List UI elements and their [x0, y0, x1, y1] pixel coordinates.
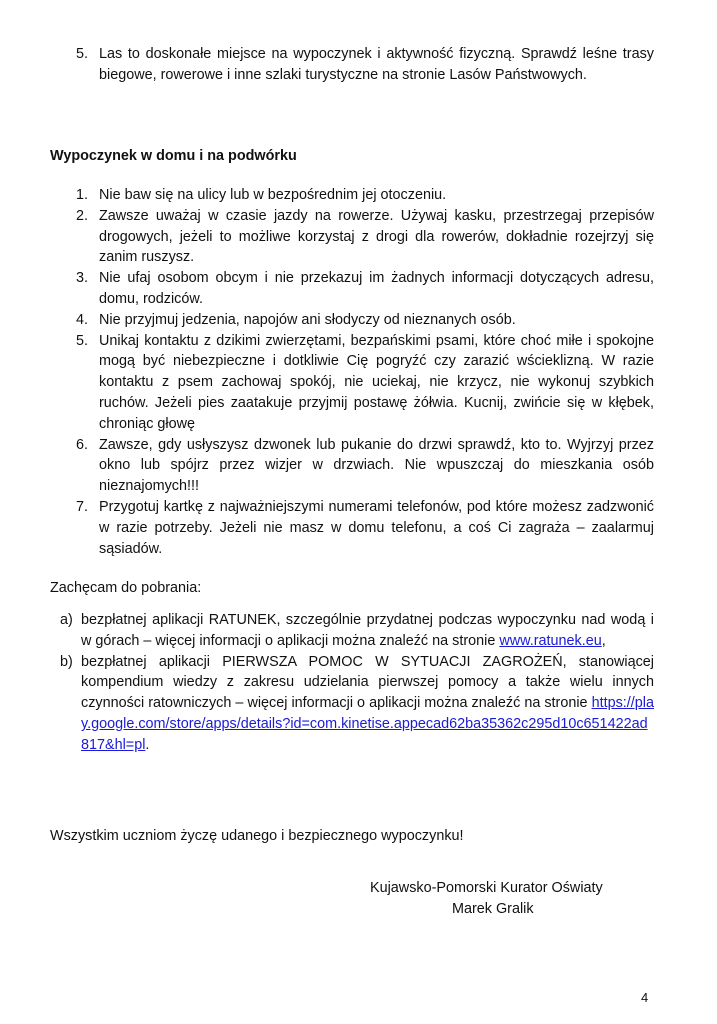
signature-name: Marek Gralik: [452, 900, 534, 917]
item-text: Las to doskonałe miejsce na wypoczynek i aktywność fizyczną. Sprawdź leśne trasy biegowe, rowerowe i inne szlaki turystyczne na stronie Lasów Państwowych.: [99, 46, 654, 83]
item-number: 5.: [76, 332, 89, 349]
item-suffix: .: [145, 736, 150, 753]
item-suffix: ,: [601, 632, 606, 649]
list-item: [76, 310, 654, 331]
closing-wish: Wszystkim uczniom życzę udanego i bezpiecznego wypoczynku!: [50, 828, 464, 844]
item-number: 4.: [76, 311, 89, 328]
forest-list: [76, 44, 654, 86]
item-text: Przygotuj kartkę z najważniejszymi numerami telefonów, pod które możesz zadzwonić w razie potrzeby. Jeżeli nie masz w domu telefonu, a coś Ci zagraża – zaalarmuj sąsiadów.: [99, 498, 654, 557]
item-text: Nie baw się na ulicy lub w bezpośrednim jej otoczeniu.: [99, 187, 447, 203]
item-text: Zawsze uważaj w czasie jazdy na rowerze. Używaj kasku, przestrzegaj przepisów drogowych, jeżeli to możliwe korzystaj z drogi dla rowerów, dokładnie rozejrzyj się zanim ruszysz.: [99, 207, 654, 266]
item-number: 7.: [76, 498, 89, 515]
list-item: [76, 185, 654, 206]
item-text: Nie ufaj osobom obcym i nie przekazuj im żadnych informacji dotyczących adresu, domu, rodziców.: [99, 270, 654, 307]
item-text: bezpłatnej aplikacji RATUNEK, szczególnie przydatnej podczas wypoczynku nad wodą i w górach – więcej informacji o aplikacji można znaleźć na stronie: [81, 612, 654, 649]
ratunek-link[interactable]: www.ratunek.eu: [499, 632, 602, 649]
item-text: Unikaj kontaktu z dzikimi zwierzętami, bezpańskimi psami, które choć miłe i spokojne mogą być niebezpieczne i dotkliwie Cię pogryźć czy zarazić wścieklizną. W razie kontaktu z psem zachowaj spokój, nie uciekaj, nie krzycz, nie wykonuj szybkich ruchów. Jeżeli pies zaatakuje przyjmij postawę żółwia. Kucnij, zwińcie się w kłębek, chroniąc głowę: [99, 332, 654, 432]
item-letter: b): [60, 653, 73, 670]
list-item: [76, 331, 654, 435]
item-letter: a): [60, 612, 73, 628]
item-number: 1.: [76, 187, 89, 203]
signature-title: Kujawsko-Pomorski Kurator Oświaty: [370, 880, 603, 896]
page-number: 4: [641, 990, 649, 1005]
section-heading: Wypoczynek w domu i na podwórku: [50, 148, 297, 164]
list-item: [76, 435, 654, 497]
list-item: [76, 497, 654, 559]
download-intro: Zachęcam do pobrania:: [50, 580, 202, 596]
item-text: bezpłatnej aplikacji PIERWSZA POMOC W SYTUACJI ZAGROŻEŃ, stanowiącej kompendium wiedzy z zakresu udzielania pierwszej pomocy a także wielu innych czynności ratowniczych – więcej informacji o aplikacji można znaleźć na stronie: [81, 653, 654, 712]
list-item: [76, 44, 654, 86]
list-item: [60, 610, 654, 652]
list-item: [60, 652, 654, 756]
item-number: 3.: [76, 270, 89, 287]
list-item: [76, 206, 654, 268]
google-play-link[interactable]: https://play.google.com/store/apps/details?id=com.kinetise.appecad62ba35362c295d10c651422ad817&hl=pl: [81, 695, 654, 753]
item-text: Zawsze, gdy usłyszysz dzwonek lub pukanie do drzwi sprawdź, kto to. Wyjrzyj przez okno lub spójrz przez wizjer w drzwiach. Nie wpuszczaj do mieszkania osób nieznajomych!!!: [99, 436, 654, 495]
item-number: 6.: [76, 436, 89, 453]
item-number: 5.: [76, 46, 89, 62]
item-number: 2.: [76, 207, 89, 224]
item-text: Nie przyjmuj jedzenia, napojów ani słodyczy od nieznanych osób.: [99, 311, 516, 328]
signature-block: [370, 878, 650, 920]
home-safety-list: [76, 185, 654, 559]
list-item: [76, 268, 654, 310]
app-list: [60, 610, 654, 756]
